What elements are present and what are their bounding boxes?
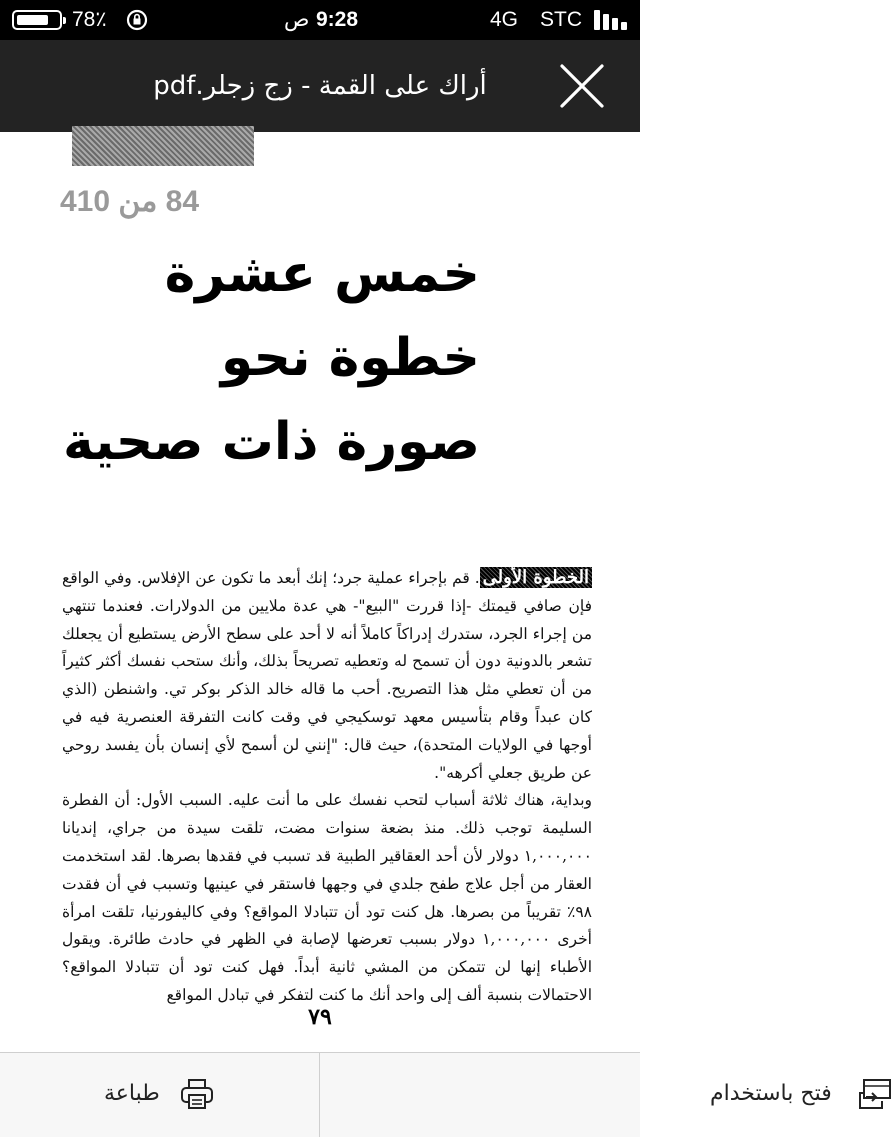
- clock-period: ص: [284, 8, 310, 31]
- close-button[interactable]: [552, 54, 616, 118]
- open-with-label: فتح باستخدام: [710, 1081, 832, 1106]
- open-with-icon: [858, 1077, 892, 1111]
- signal-bars-icon: [594, 10, 630, 30]
- page-folio-number: ٧٩: [308, 1004, 332, 1030]
- page-body-text: [62, 564, 592, 1010]
- network-type: 4G: [490, 8, 519, 31]
- chapter-title-line-2: صورة ذات صحية: [63, 412, 480, 472]
- pdf-page-viewer[interactable]: [0, 132, 640, 1052]
- close-icon: [552, 54, 616, 118]
- print-button[interactable]: [0, 1053, 319, 1137]
- clock-time: 9:28: [316, 8, 359, 31]
- battery-percent: 78٪: [72, 8, 107, 31]
- scanned-heading-fragment: [72, 126, 254, 166]
- status-bar: [0, 0, 640, 40]
- paragraph-lead-heading: الخطوة الأولى: [480, 567, 592, 588]
- document-nav-bar: [0, 40, 640, 132]
- document-title: أراك على القمة - زج زجلر.pdf: [153, 71, 487, 101]
- paragraph-1-text: . قم بإجراء عملية جرد؛ إنك أبعد ما تكون عن الإفلاس. وفي الواقع فإن صافي قيمتك -إذا قررت "البيع"- هي عدة ملايين من الدولارات. فعندما تنتهي من إجراء الجرد، ستدرك إدراكاً كاملاً أنه لا أحد على سطح الأرض يستطيع أن يجعلك تشعر بالدونية دون أن تسمح له وتعطيه تصريحاً بذلك، وأنك ستحب نفسك أكثر كثيراً من أن تعطي مثل هذا التصريح. أحب ما قاله خالد الذكر بوكر تي. واشنطن (الذي كان عبداً وقام بتأسيس معهد توسكيجي في وقت كانت التفرقة العنصرية فيه في أوجها في الولايات المتحدة)، حيث قال: "إنني لن أسمح لأي إنسان بأن يفسد روحي عن طريق جعلي أكرهه".: [62, 569, 592, 782]
- paragraph-2: وبداية، هناك ثلاثة أسباب لتحب نفسك على ما أنت عليه. السبب الأول: أن الفطرة السليمة توجب ذلك. منذ بضعة سنوات مضت، تلقت سيدة من جراي، إنديانا ١,٠٠٠,٠٠٠ دولار لأن أحد العقاقير الطبية قد تسبب في فقدها بصرها. لقد استخدمت العقار من أجل علاج طفح جلدي في وجهها فاستقر في عينيها وتسبب في أن فقدت ٩٨٪ تقريباً من بصرها. هل كنت تود أن تتبادلا المواقع؟ وفي كاليفورنيا، تلقت امرأة أخرى ١,٠٠٠,٠٠٠ دولار بسبب تعرضها لإصابة في الظهر في حادث طائرة. ويقول الأطباء إنها لن تتمكن من المشي ثانية أبداً. فهل كنت تود أن تتبادلا المواقع؟ الاحتمالات بنسبة ألف إلى واحد أنك ما كنت لتفكر في تبادل المواقع: [62, 791, 592, 1004]
- orientation-lock-icon: [126, 9, 148, 31]
- chapter-title: [60, 232, 480, 484]
- printer-icon: [180, 1077, 214, 1111]
- battery-nub: [63, 17, 66, 24]
- page-indicator: 84 من 410: [60, 185, 200, 218]
- carrier-name: STC: [540, 8, 582, 31]
- battery-level-fill: [17, 15, 48, 25]
- battery-icon: [12, 10, 62, 30]
- print-label: طباعة: [104, 1081, 160, 1106]
- bottom-toolbar: [0, 1052, 832, 1137]
- chapter-title-line-1: خمس عشرة خطوة نحو: [164, 244, 480, 388]
- paragraph-1: [62, 564, 592, 787]
- open-with-button[interactable]: [320, 1053, 832, 1137]
